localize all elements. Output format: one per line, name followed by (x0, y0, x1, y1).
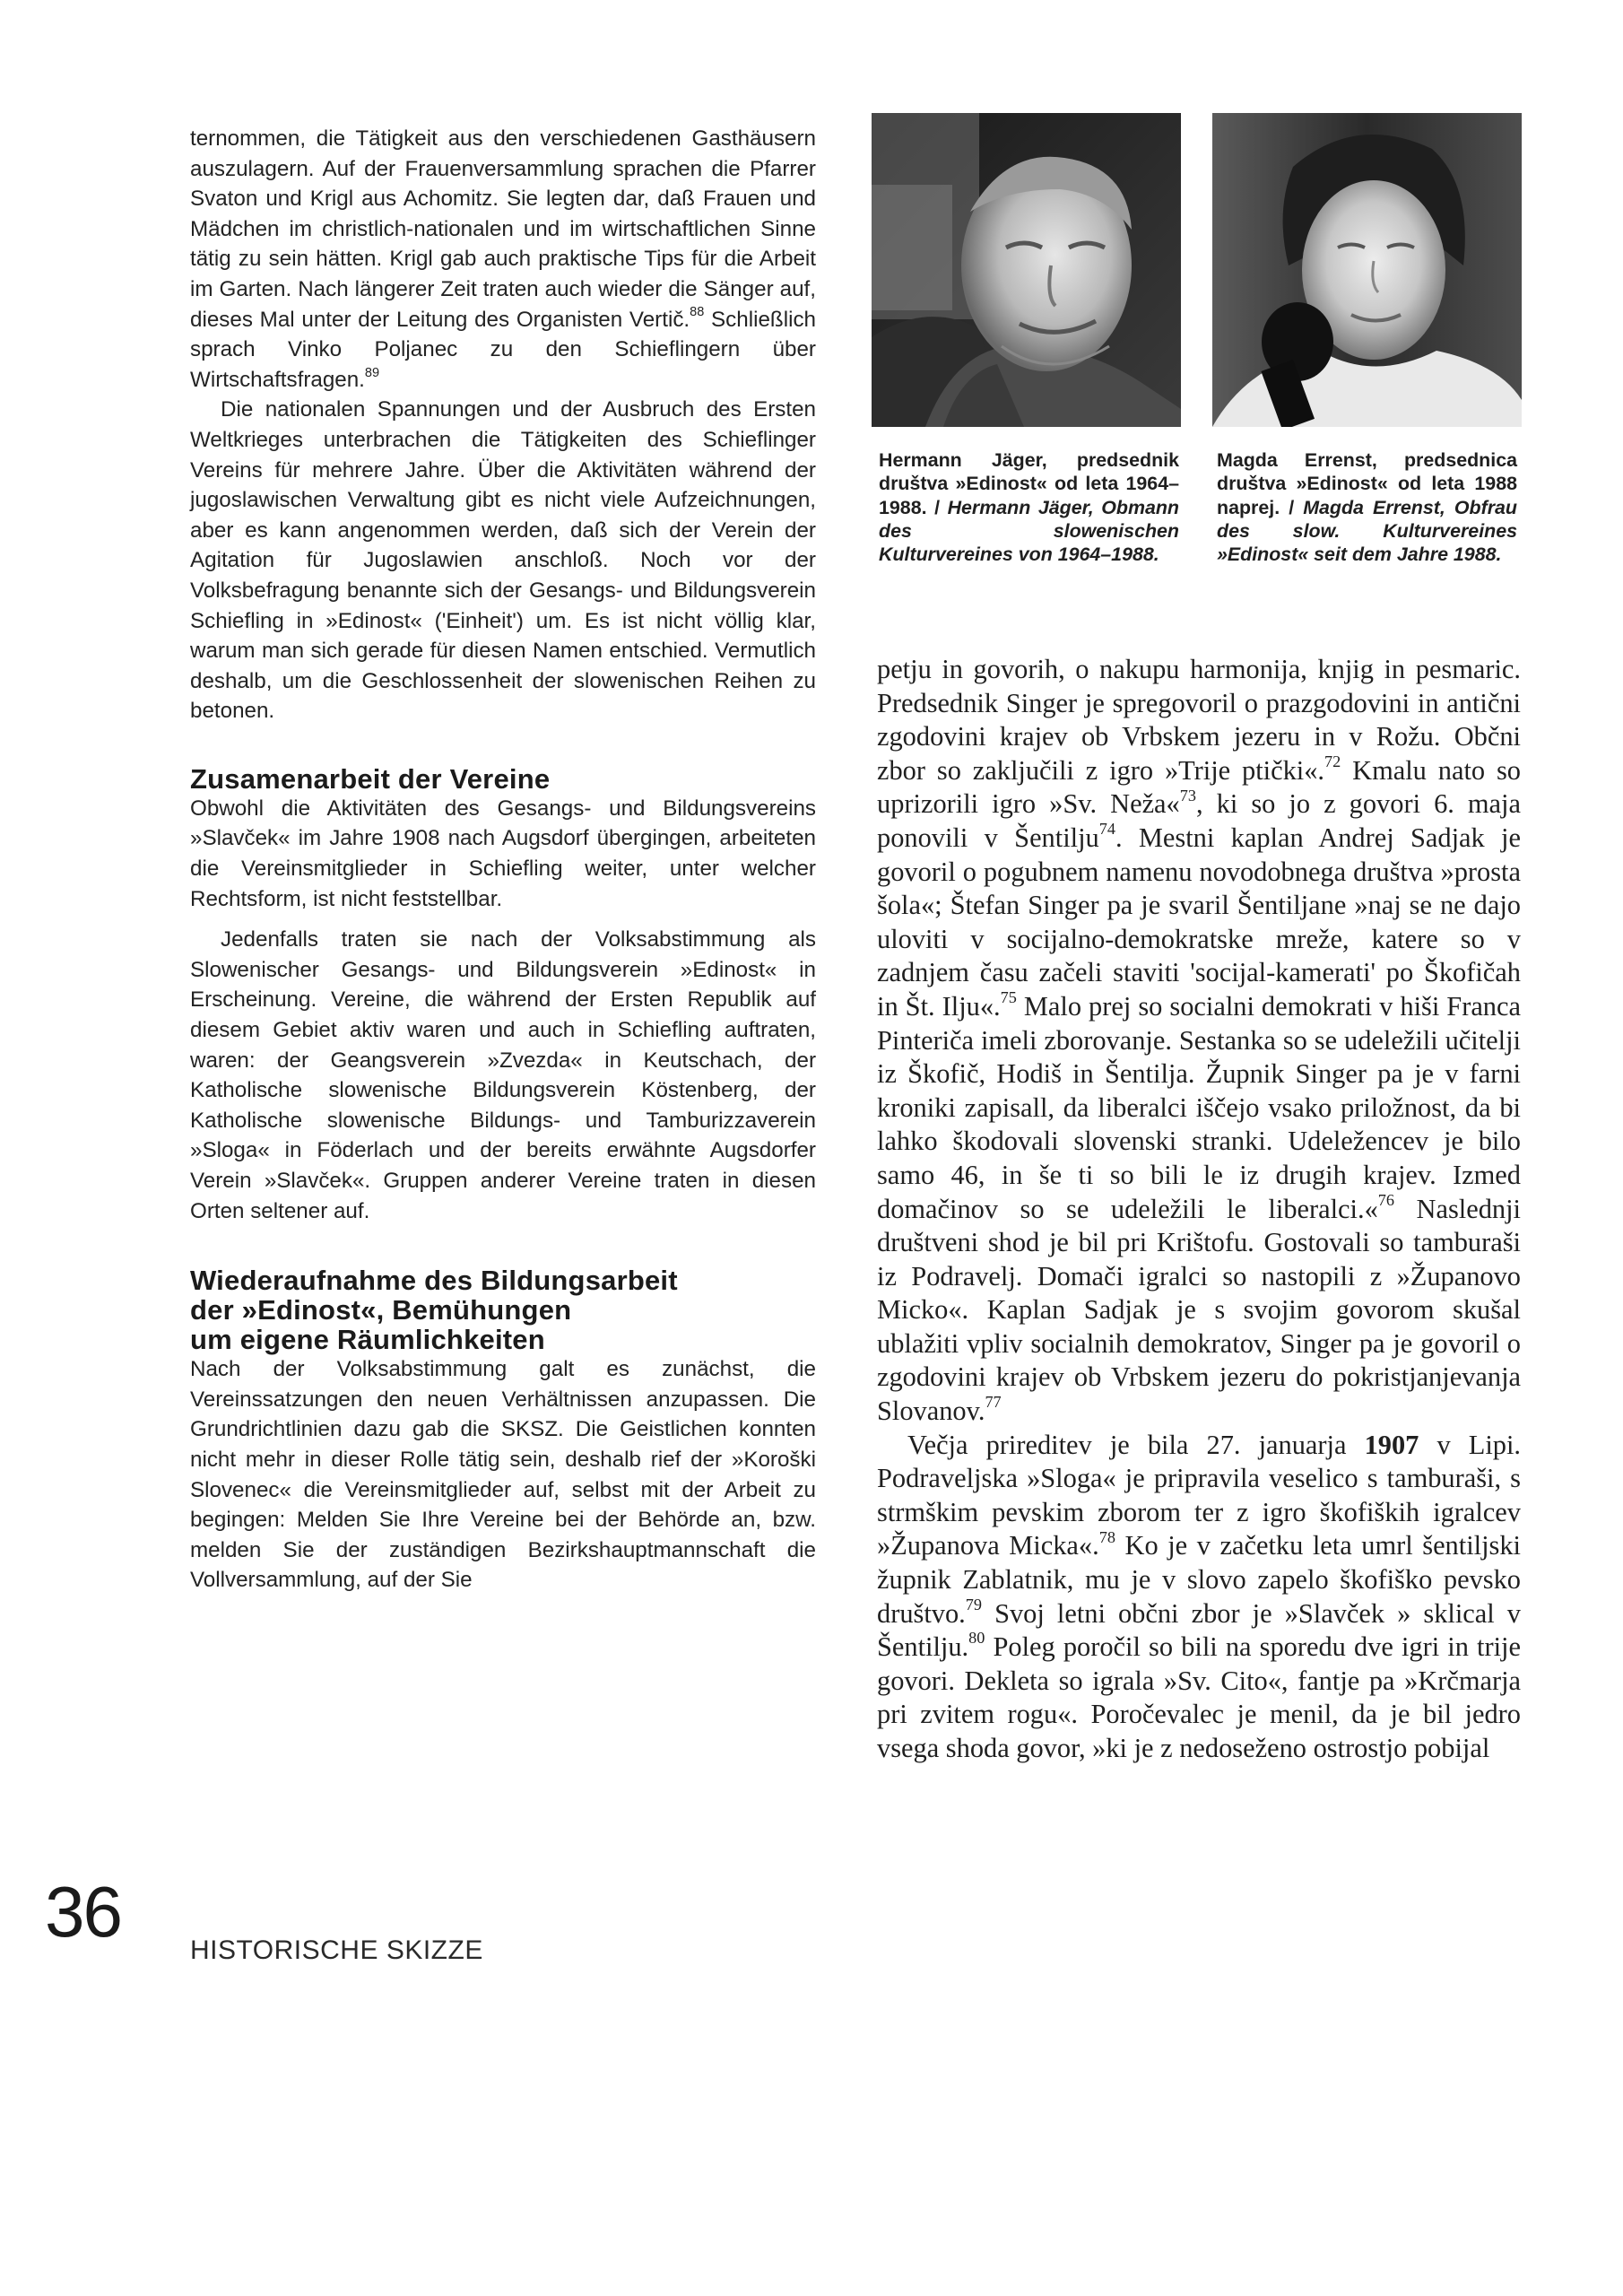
page-number: 36 (45, 1872, 121, 1952)
paragraph: Obwohl die Aktivitäten des Gesangs- und Bildungsvereins »Slavček« im Jahre 1908 nach Augsdorf übergingen, arbeiteten die Vereinsmitglieder in Schiefling weiter, unter welcher Rechtsform, ist nicht feststellbar. (190, 796, 816, 911)
footnote-ref[interactable]: 89 (364, 365, 380, 380)
running-head: HISTORISCHE SKIZZE (190, 1935, 483, 1965)
footnote-ref[interactable]: 77 (985, 1393, 1002, 1412)
footnote-ref[interactable]: 73 (1179, 786, 1196, 804)
portrait-photo-hermann-jaeger (872, 113, 1181, 427)
footnote-ref[interactable]: 75 (1000, 988, 1017, 1007)
footnote-ref[interactable]: 79 (965, 1595, 983, 1613)
right-column (877, 653, 1521, 1766)
footnote-ref[interactable]: 74 (1098, 820, 1115, 839)
photo-caption: Hermann Jäger, predsednik društva »Edinost« od leta 1964–1988. / Hermann Jäger, Obmann des slowenischen Kulturvereines von 1964–1988. (879, 449, 1179, 566)
portrait-photo-magda-errenst (1212, 113, 1522, 427)
paragraph: Die nationalen Spannungen und der Ausbruch des Ersten Weltkrieges unterbrachen die Tätigkeiten des Schieflinger Vereins für mehrere Jahre. Über die Aktivitäten während der jugoslawischen Verwaltung gibt es nicht viele Aufzeichnungen, aber es kann angenommen werden, daß sich der Verein der Agitation für Jugoslawien anschloß. Noch vor der Volksbefragung benannte sich der Gesangs- und Bildungsverein Schiefling in »Edinost« ('Einheit') um. Es ist nicht völlig klar, warum man sich gerade für diesen Namen entschied. Vermutlich deshalb, um die Geschlossenheit der slowenischen Reihen zu betonen. (190, 397, 816, 724)
paragraph: ternommen, die Tätigkeit aus den verschiedenen Gasthäusern auszulagern. Auf der Frauenversammlung sprachen die Pfarrer Svaton und Krigl aus Achomitz. Sie legten dar, daß Frauen und Mädchen im christlich-nationalen und im wirtschaftlichen Sinne tätig zu sein hätten. Krigl gab auch praktische Tips für die Arbeit im Garten. Nach längerer Zeit traten auch wieder die Sänger auf, dieses Mal unter der Leitung des Organisten Vertič.$^{88}$ Schließlich sprach Vinko Poljanec zu den Schieflingern über Wirtschaftsfragen.$^{89}$ (190, 126, 816, 392)
year-emphasis: 1907 (1364, 1429, 1419, 1460)
paragraph: Nach der Volksabstimmung galt es zunächst, die Vereinssatzungen den neuen Verhältnissen anzupassen. Die Grundrichtlinien dazu gab die SKSZ. Die Geistlichen konnten nicht mehr in dieser Rolle tätig sein, deshalb rief der »Koroški Slovenec« die Vereinsmitglieder auf, selbst mit der Arbeit zu begingen: Melden Sie Ihre Vereine bei der Behörde an, bzw. melden Sie der zuständigen Bezirkshauptmannschaft die Vollversammlung, auf der Sie (190, 1357, 816, 1593)
footnote-ref[interactable]: 72 (1324, 752, 1341, 770)
section-heading: Zusamenarbeit der Vereine (190, 762, 551, 795)
footnote-ref[interactable]: 80 (968, 1629, 985, 1648)
section-heading: Wiederaufnahme des Bildungsarbeit der »Edinost«, Bemühungen um eigene Räumlichkeiten (190, 1265, 678, 1356)
paragraph: Jedenfalls traten sie nach der Volksabstimmung als Slowenischer Gesangs- und Bildungsverein »Edinost« in Erscheinung. Vereine, die während der Ersten Republik auf diesem Gebiet aktiv waren und auch in Schiefling auftraten, waren: der Geangsverein »Zvezda« in Keutschach, der Katholische slowenische Bildungsverein Köstenberg, der Katholische slowenische Bildungs- und Tamburizzaverein »Sloga« in Föderlach und der bereits erwähnte Augsdorfer Verein »Slavček«. Gruppen anderer Vereine traten in diesen Orten seltener auf. (190, 927, 816, 1223)
paragraph: Večja prireditev je bila 27. januarja 1907 v Lipi. Podraveljska »Sloga« je pripravila veselico s tamburaši, s strmškim pevskim zborom ter z igro škofiških igralcev »Županova Micka«.$^{78}$ Ko je v začetku leta umrl šentiljski župnik Zablatnik, mu je v slovo zapelo škofiško pevsko društvo.$^{79}$ Svoj letni občni zbor je »Slavček » sklical v Šentilju.$^{80}$ Poleg poročil so bili na sporedu dve igri in trije govori. Dekleta so igrala »Sv. Cito«, fantje pa »Krčmarja pri zvitem rogu«. Poročevalec je menil, da je bil jedro vsega shoda govor, »ki je z nedoseženo ostrostjo pobijal (877, 1429, 1521, 1763)
photo-caption: Magda Errenst, predsednica društva »Edinost« od leta 1988 naprej. / Magda Errenst, Obfrau des slow. Kulturvereines »Edinost« seit dem Jahre 1988. (1217, 449, 1517, 566)
footnote-ref[interactable]: 88 (690, 305, 705, 320)
footnote-ref[interactable]: 78 (1098, 1527, 1115, 1546)
paragraph: petju in govorih, o nakupu harmonija, knjig in pesmaric. Predsednik Singer je spregovoril o prazgodovini in antični zgodovini krajev ob Vrbskem jezeru in v Rožu. Občni zbor so zaključili z igro »Trije ptički«.$^{72}$ Kmalu nato so uprizorili igro »Sv. Neža«$^{73}$, ki so jo z govori 6. maja ponovili v Šentilju$^{74}$. Mestni kaplan Andrej Sadjak je govoril o pogubnem namenu novodobnega društva »prosta šola«; Štefan Singer pa je svaril Šentiljane »naj se ne dajo uloviti v socijalno-demokratske mreže, katere so v zadnjem času začeli staviti 'socijal-kamerati' po Škofičah in Št. Ilju«.$^{75}$ Malo prej so socialni demokrati v hiši Franca Pinteriča imeli zborovanje. Sestanka so se udeležili učitelji iz Škofič, Hodiš in Šentilja. Župnik Singer pa je v farni kroniki zapisall, da liberalci iščejo vsako priložnost, da bi lahko škodovali slovenski stranki. Udeležencev je bilo samo 46, in še ti so bili le iz drugih krajev. Izmed domačinov so se udeležili le liberalci.«$^{76}$ Naslednji društveni shod je bil pri Krištofu. Gostovali so tamburaši iz Podravelj. Domači igralci so nastopili z »Županovo Micko«. Kaplan Sadjak je s svojim govorom skušal ublažiti vpliv socialnih demokratov, Singer pa je govoril o zgodovini krajev ob Vrbskem jezeru do pokristjanjevanja Slovanov.$^{77}$ (877, 654, 1521, 1427)
left-column (190, 124, 816, 1596)
footnote-ref[interactable]: 76 (1377, 1190, 1395, 1209)
